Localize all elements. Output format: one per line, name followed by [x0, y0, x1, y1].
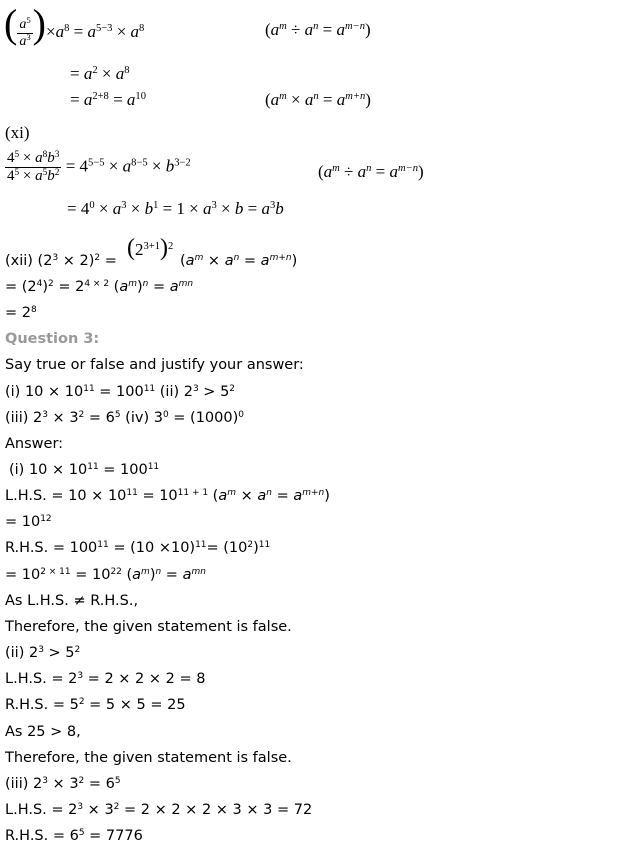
question-parts-1: (i) $10 \times 10^{11} = 100^{11}$ (ii) $2^3 > 5^2$ — [5, 384, 236, 400]
answer-label: Answer: — [5, 436, 64, 452]
eq-top-line-1: ( $\frac{a^5}{a^3}$ )$\times a^8 = a^{5-3} \times a^8$ — [4, 1, 145, 49]
eq-xi-line-2: = $4^0 \times a^3 \times b^1 = 1 \times a^3 \times b = a^3b$ — [67, 199, 284, 218]
question-parts-2: (iii) $2^3 \times 3^2 = 6^5$ (iv) $3^0 = (1000)^0$ — [5, 410, 244, 426]
part-i-compare: As L.H.S. ≠ R.H.S., — [5, 593, 139, 609]
part-ii-heading: (ii) $2^3 > 5^2$ — [5, 645, 81, 661]
part-iii-heading: (iii) $2^3 \times 3^2 = 6^5$ — [5, 776, 121, 792]
xii-line-1: (xii) $(2^3 \times 2)^2$ = — [5, 253, 117, 269]
eq-top-rule-2: $(a^m \times a^n = a^{m+n})$ — [265, 90, 371, 109]
part-i-rhs: R.H.S. = $100^{11} = (10 \times 10)^{11}= (10^2)^{11}$ — [5, 540, 271, 556]
eq-top-line-3: = $a^{2+8} = a^{10}$ — [70, 90, 146, 109]
part-ii-compare: As 25 > 8, — [5, 724, 81, 740]
xii-rule: $(a^m \times a^n = a^{m+n})$ — [180, 253, 298, 269]
part-iii-lhs: L.H.S. = $2^3 \times 3^2 = 2 \times 2 \times 2 \times 3 \times 3 = 72$ — [5, 802, 313, 818]
question-3-heading: Question 3: — [5, 331, 100, 347]
part-i-conclusion: Therefore, the given statement is false. — [5, 619, 292, 635]
xii-big-term: $(2^{3+1})^2$ — [127, 235, 174, 261]
part-ii-conclusion: Therefore, the given statement is false. — [5, 750, 292, 766]
eq-top-line-2: = $a^2 \times a^8$ — [70, 64, 130, 83]
eq-top-rule-1: $(a^m \div a^n = a^{m-n})$ — [265, 20, 371, 39]
xii-line-3: = $2^8$ — [5, 305, 37, 321]
part-i-heading: (i) $10 \times 10^{11} = 100^{11}$ — [9, 462, 160, 478]
label-xi: (xi) — [5, 123, 30, 142]
eq-xi-line-1: $\frac{4^5 \times a^8b^3}{4^5 \times a^5b^2}$ = $4^{5-5} \times a^{8-5} \times b^{3-2}$ — [7, 149, 191, 184]
part-ii-lhs: L.H.S. = $2^3 = 2 \times 2 \times 2 = 8$ — [5, 671, 206, 687]
part-i-lhs: L.H.S. = $10 \times 10^{11} = 10^{11 + 1}$ $(a^m \times a^n = a^{m+n})$ — [5, 488, 330, 504]
question-intro: Say true or false and justify your answer: — [5, 357, 304, 373]
part-i-rhs-result: = $10^{2 \times 11} = 10^{22}$ $(a^m)^n = a^{mn}$ — [5, 567, 206, 583]
part-ii-rhs: R.H.S. = $5^2 = 5 \times 5 = 25$ — [5, 697, 186, 713]
part-iii-rhs: R.H.S. = $6^5 = 7776$ — [5, 828, 143, 844]
part-i-lhs-result: = $10^{12}$ — [5, 514, 52, 530]
xii-line-2: = $(2^4)^2 = 2^{4 \times 2}$ $(a^m)^n = a^{mn}$ — [5, 279, 194, 295]
eq-xi-rule: $(a^m \div a^n = a^{m-n})$ — [318, 162, 424, 181]
